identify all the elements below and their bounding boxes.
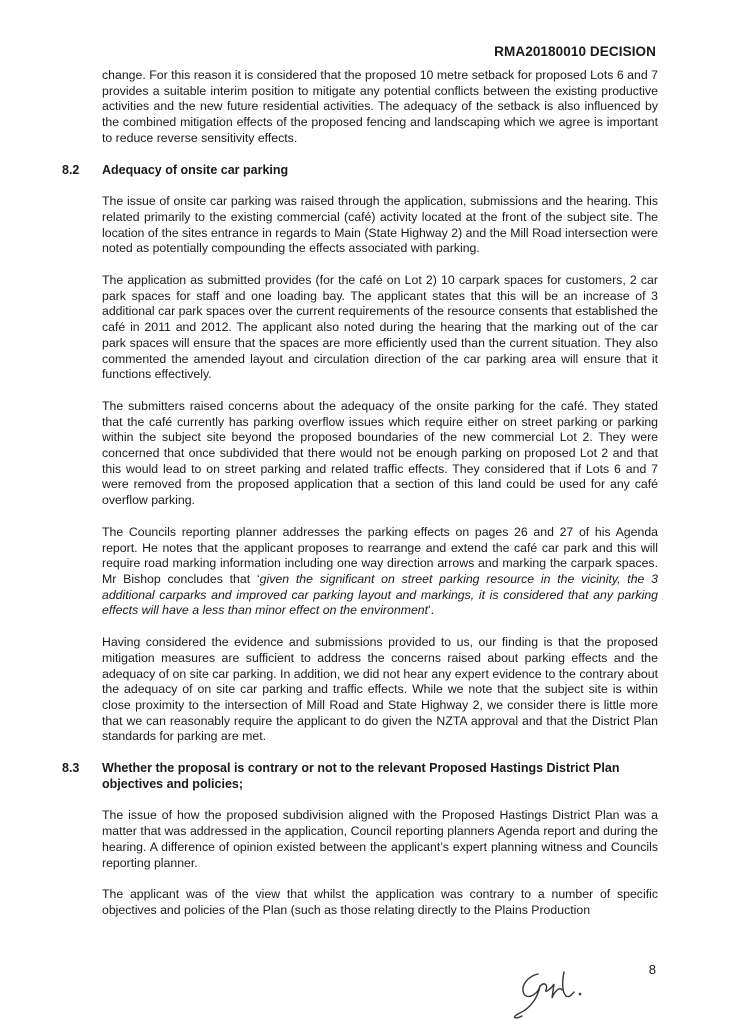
document-body — [62, 68, 658, 935]
quoted-text: given the significant on street parking resource in the vicinity, the 3 additional carparks and improved car parking layout and markings, it is considered that any parking effects will have a less than minor effect on the environment — [102, 571, 659, 618]
paragraph: The application as submitted provides (for the café on Lot 2) 10 carpark spaces for customers, 2 car park spaces for staff and one loading bay. The applicant states that this will be an increase of 3 additional car park spaces over the current requirements of the resource consents that established the café in 2011 and 2012. The applicant also noted during the hearing that the marking out of the car park spaces will ensure that the spaces are more efficiently used than the current situation. They also commented the amended layout and circulation direction of the car parking area will ensure that it functions effectively. — [102, 273, 658, 382]
paragraph-lead: The Councils reporting planner addresses the parking effects on pages 26 and 27 of his Agenda report. He notes that the applicant proposes to rearrange and extend the café car park and this will require road marking information including one way direction arrows and marking the carpark spaces. Mr Bishop concludes that ‘ — [102, 524, 658, 586]
paragraph: The issue of onsite car parking was raised through the application, submissions and the hearing. This related primarily to the existing commercial (café) activity located at the front of the subject site. The location of the sites entrance in regards to Main (State Highway 2) and the Mill Road intersection were noted as potentially compounding the effects associated with parking. — [102, 194, 658, 256]
section-heading-8-2 — [62, 163, 658, 179]
paragraph — [102, 525, 658, 619]
page-number: 8 — [648, 962, 656, 977]
paragraph: The applicant was of the view that whilst the application was contrary to a number of specific objectives and policies of the Plan (such as those relating directly to the Plains Production — [102, 887, 658, 917]
document-header: RMA20180010 DECISION — [494, 44, 656, 59]
section-number: 8.2 — [62, 162, 80, 177]
intro-paragraph: change. For this reason it is considered that the proposed 10 metre setback for proposed Lots 6 and 7 provides a suitable interim position to mitigate any potential conflicts between the existing productive activities and the new future residential activities. The adequacy of the setback is also influenced by the combined mitigation effects of the proposed fencing and landscaping which we agree is important to reduce reverse sensitivity effects. — [102, 68, 658, 145]
paragraph: Having considered the evidence and submissions provided to us, our finding is that the proposed mitigation measures are sufficient to address the concerns raised about parking effects and the adequacy of on site car parking. In addition, we did not hear any expert evidence to the contrary about the adequacy of on site car parking and traffic effects. While we note that the subject site is within close proximity to the intersection of Mill Road and State Highway 2, we consider there is little more that we can reasonably require the applicant to do given the NZTA approval and that the District Plan standards for parking are met. — [102, 635, 658, 744]
section-title: Adequacy of onsite car parking — [102, 162, 289, 177]
section-heading-8-3 — [62, 761, 658, 792]
section-number: 8.3 — [62, 761, 80, 776]
paragraph: The issue of how the proposed subdivision aligned with the Proposed Hastings District Plan was a matter that was addressed in the application, Council reporting planners Agenda report and during the hearing. A difference of opinion existed between the applicant’s expert planning witness and Councils reporting planner. — [102, 808, 658, 870]
signature-icon — [508, 964, 598, 1024]
section-title: Whether the proposal is contrary or not to the relevant Proposed Hastings District Plan objectives and policies; — [102, 761, 620, 791]
paragraph: The submitters raised concerns about the adequacy of the onsite parking for the café. They stated that the café currently has parking overflow issues which require either on street parking or parking within the subject site beyond the proposed boundaries of the new commercial Lot 2. They were concerned that once subdivided that there would not be enough parking on proposed Lot 2 and that this would lead to on street parking and related traffic effects. They considered that if Lots 6 and 7 were removed from the proposed application that a section of this land could be used for any café overflow parking. — [102, 398, 658, 508]
paragraph-tail: ’. — [428, 603, 435, 618]
